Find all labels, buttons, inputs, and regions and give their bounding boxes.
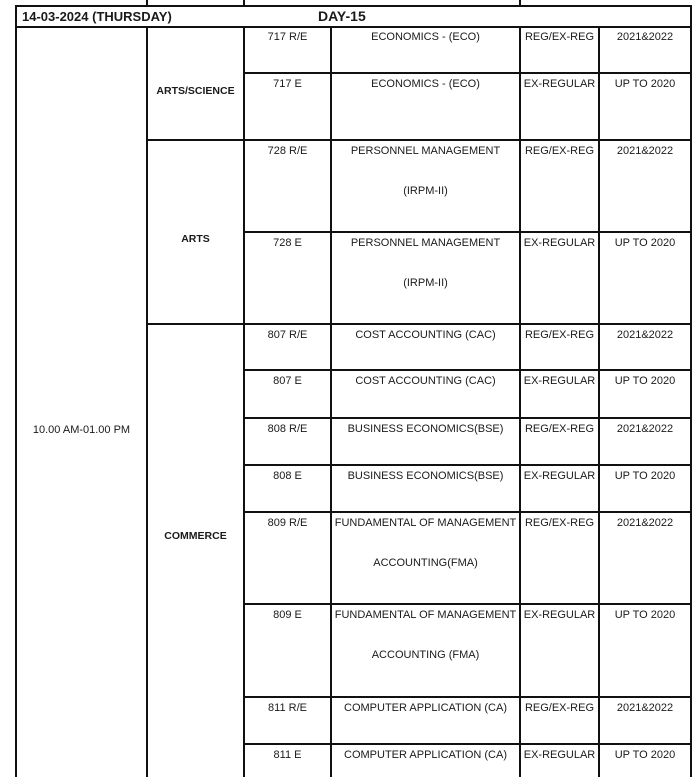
candidate-type: REG/EX-REG [524,517,595,529]
subject-name-line1: PERSONNEL MANAGEMENT [350,145,501,157]
group-commerce: COMMERCE [164,530,227,542]
subject-name-line1: ECONOMICS - (ECO) [371,31,480,43]
subject-name [332,417,519,435]
candidate-type: REG/EX-REG [524,145,595,157]
subject-name [332,139,519,197]
group-arts: ARTS [181,233,210,245]
subject-name-line1: COST ACCOUNTING (CAC) [355,375,496,387]
subject-name [332,696,519,714]
subject-name-line1: FUNDAMENTAL OF MANAGEMENT [334,517,517,529]
candidate-type: EX-REGULAR [523,609,596,621]
subject-name [332,369,519,387]
group-arts-science: ARTS/SCIENCE [156,85,235,97]
subject-name [332,511,519,569]
batch-years: 2021&2022 [616,329,674,341]
divider [243,0,245,6]
subject-name-line1: ECONOMICS - (ECO) [371,78,480,90]
batch-years: 2021&2022 [616,423,674,435]
divider [146,0,148,6]
batch-years: UP TO 2020 [614,609,676,621]
candidate-type: REG/EX-REG [524,423,595,435]
subject-code: 717 R/E [267,31,308,43]
subject-name-line2: (IRPM-II) [403,277,448,289]
batch-years: 2021&2022 [616,702,674,714]
subject-name [332,231,519,289]
subject-code: 807 R/E [267,329,308,341]
subject-name-line1: BUSINESS ECONOMICS(BSE) [347,423,504,435]
batch-years: UP TO 2020 [614,749,676,761]
candidate-type: EX-REGULAR [523,749,596,761]
subject-code: 728 R/E [267,145,308,157]
session-time: 10.00 AM-01.00 PM [32,424,131,436]
exam-date: 14-03-2024 (THURSDAY) [22,9,172,24]
batch-years: UP TO 2020 [614,237,676,249]
subject-name [332,743,519,761]
subject-name [332,603,519,661]
candidate-type: EX-REGULAR [523,375,596,387]
batch-years: 2021&2022 [616,31,674,43]
subject-name-line2: (IRPM-II) [403,185,448,197]
subject-name-line2: ACCOUNTING (FMA) [371,649,480,661]
subject-code: 808 E [273,470,302,482]
batch-years: UP TO 2020 [614,470,676,482]
subject-name-line1: COST ACCOUNTING (CAC) [355,329,496,341]
subject-code: 809 E [273,609,302,621]
subject-name-line1: BUSINESS ECONOMICS(BSE) [347,470,504,482]
subject-name [332,72,519,90]
candidate-type: REG/EX-REG [524,329,595,341]
table-border-right [690,5,692,777]
subject-name-line1: COMPUTER APPLICATION (CA) [344,702,507,714]
subject-name-line2: ACCOUNTING(FMA) [373,557,478,569]
exam-day: DAY-15 [318,8,366,24]
candidate-type: EX-REGULAR [523,470,596,482]
divider [519,0,521,6]
candidate-type: REG/EX-REG [524,702,595,714]
candidate-type: REG/EX-REG [524,31,595,43]
table-border-left [15,5,17,777]
subject-name-line1: PERSONNEL MANAGEMENT [350,237,501,249]
subject-code: 811 R/E [268,702,307,714]
subject-code: 811 E [273,749,302,761]
batch-years: UP TO 2020 [614,375,676,387]
table-border-top [16,5,692,7]
subject-code: 807 E [273,375,302,387]
subject-name [332,25,519,43]
subject-name [332,464,519,482]
batch-years: UP TO 2020 [614,78,676,90]
subject-name-line1: FUNDAMENTAL OF MANAGEMENT [334,609,517,621]
subject-code: 717 E [273,78,302,90]
candidate-type: EX-REGULAR [523,78,596,90]
batch-years: 2021&2022 [616,517,674,529]
candidate-type: EX-REGULAR [523,237,596,249]
subject-code: 808 R/E [267,423,308,435]
subject-code: 809 R/E [267,517,308,529]
subject-name [332,323,519,341]
subject-name-line1: COMPUTER APPLICATION (CA) [344,749,507,761]
subject-code: 728 E [273,237,302,249]
batch-years: 2021&2022 [616,145,674,157]
